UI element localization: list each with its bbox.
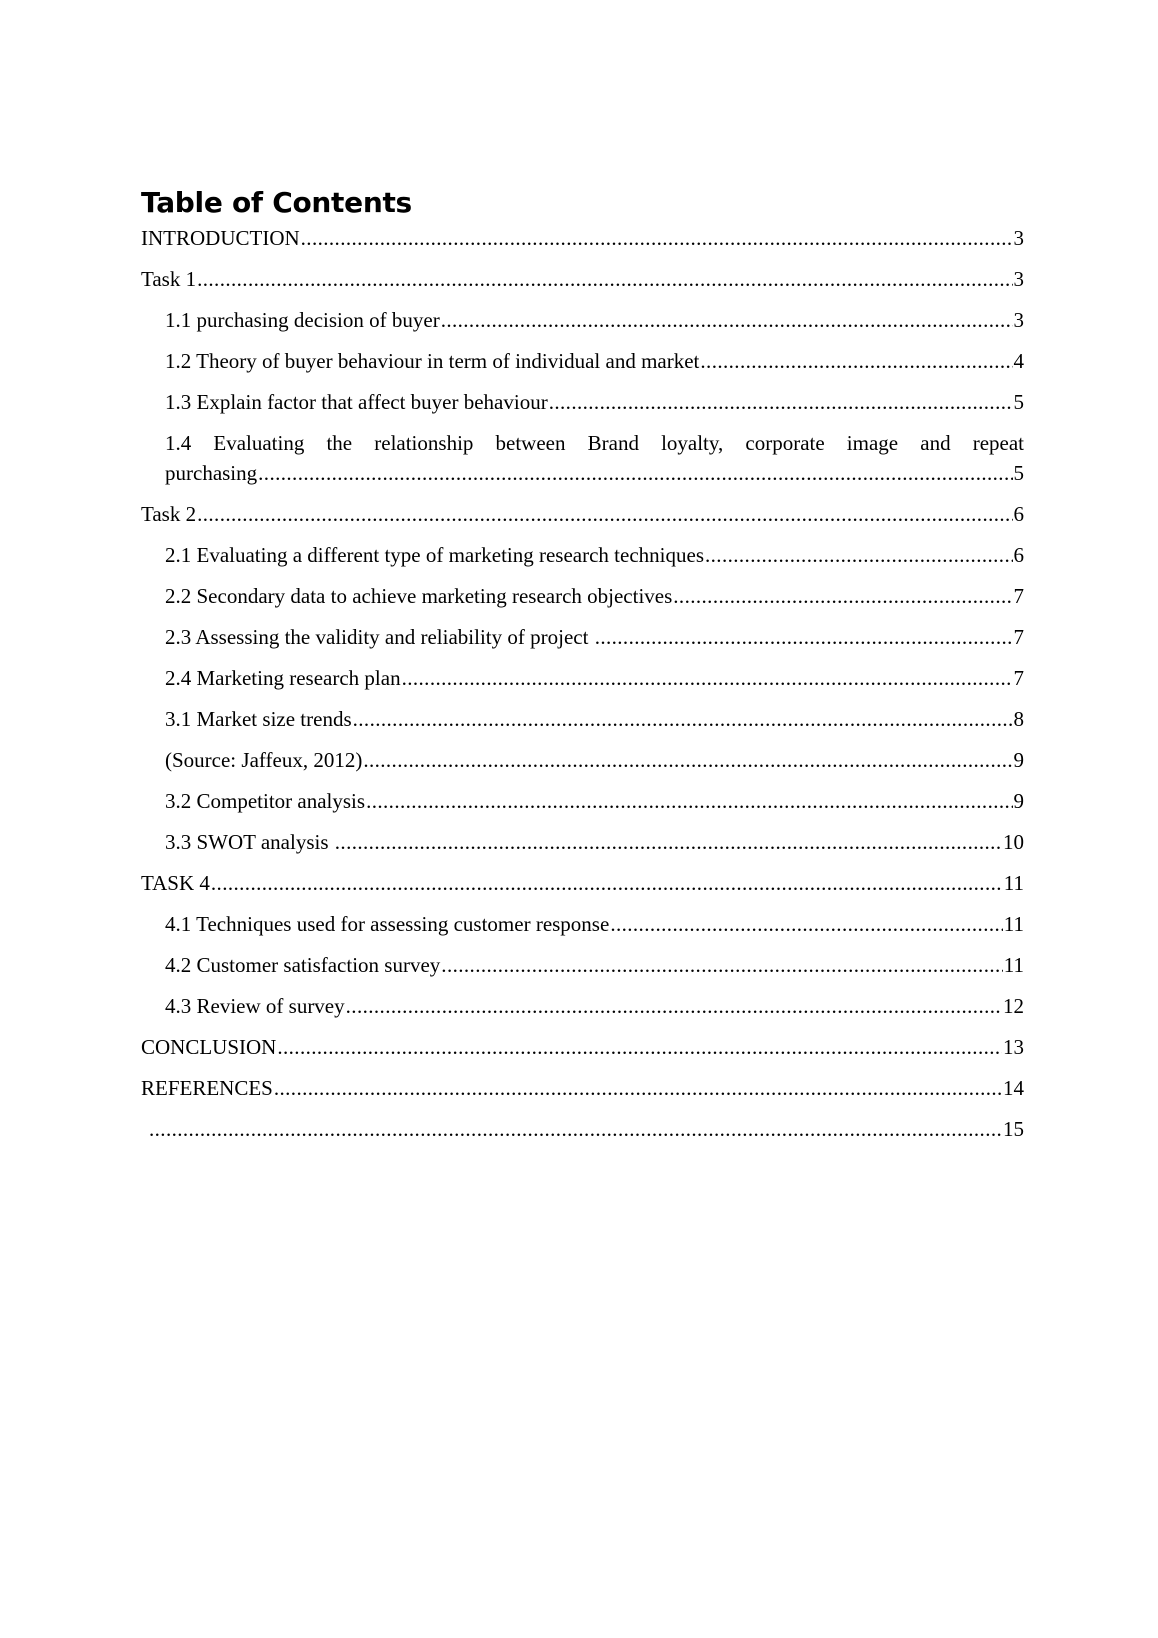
toc-entry-4-3[interactable] <box>141 991 1024 1021</box>
toc-entry-text: 1.2 Theory of buyer behaviour in term of individual and market <box>165 349 700 373</box>
toc-entry-1-1[interactable] <box>141 305 1024 335</box>
toc-entry-text: 1.1 purchasing decision of buyer <box>165 308 440 332</box>
toc-entry-4-1[interactable] <box>141 909 1024 939</box>
toc-entry-text: TASK 4 <box>141 871 210 895</box>
toc-entry-text: 4.2 Customer satisfaction survey <box>165 953 441 977</box>
dot-leader <box>149 1114 1002 1144</box>
toc-entry-text: 3.3 SWOT analysis <box>165 830 334 854</box>
toc-entry-source[interactable] <box>141 745 1024 775</box>
dot-leader <box>335 827 1002 857</box>
dot-leader <box>673 581 1012 611</box>
dot-leader <box>595 622 1013 652</box>
dot-leader <box>346 991 1002 1021</box>
toc-entry-page: 3 <box>1013 226 1024 250</box>
toc-entry-text: 2.4 Marketing research plan <box>165 666 401 690</box>
toc-entry-1-3[interactable] <box>141 387 1024 417</box>
toc-entry-page: 12 <box>1003 994 1024 1018</box>
toc-entry-text: 4.3 Review of survey <box>165 994 345 1018</box>
toc-entry-introduction[interactable] <box>141 223 1024 253</box>
toc-entry-2-1[interactable] <box>141 540 1024 570</box>
toc-entry-3-3[interactable] <box>141 827 1024 857</box>
dot-leader <box>402 663 1013 693</box>
toc-entry-page: 8 <box>1013 707 1024 731</box>
toc-title: Table of Contents <box>141 186 412 219</box>
dot-leader <box>197 499 1012 529</box>
toc-entry-text: REFERENCES <box>141 1076 273 1100</box>
toc-entry-page: 7 <box>1013 584 1024 608</box>
toc-entry-4-2[interactable] <box>141 950 1024 980</box>
toc-entry-page: 6 <box>1013 502 1024 526</box>
toc-entry-text: CONCLUSION <box>141 1035 277 1059</box>
toc-entry-2-2[interactable] <box>141 581 1024 611</box>
toc-entry-text-line2: purchasing <box>165 461 258 485</box>
toc-entry-page: 9 <box>1013 789 1024 813</box>
toc-entry-page: 4 <box>1013 349 1024 373</box>
toc-entry-text: 2.1 Evaluating a different type of marketing research techniques <box>165 543 704 567</box>
toc-entry-task-4[interactable] <box>141 868 1024 898</box>
toc-entry-text: (Source: Jaffeux, 2012) <box>165 748 363 772</box>
toc-entry-text: 3.2 Competitor analysis <box>165 789 366 813</box>
toc-entry-references[interactable] <box>141 1073 1024 1103</box>
toc-entry-task-2[interactable] <box>141 499 1024 529</box>
toc-entry-page: 5 <box>1013 390 1024 414</box>
dot-leader <box>700 346 1012 376</box>
toc-entry-conclusion[interactable] <box>141 1032 1024 1062</box>
toc-entry-page: 13 <box>1003 1035 1024 1059</box>
toc-entry-1-2[interactable] <box>141 346 1024 376</box>
toc-entry-page: 7 <box>1013 666 1024 690</box>
toc-entry-untitled[interactable] <box>141 1114 1024 1144</box>
toc-entry-text: Task 1 <box>141 267 197 291</box>
toc-entry-page: 3 <box>1013 267 1024 291</box>
dot-leader <box>441 950 1002 980</box>
toc-entry-page: 15 <box>1003 1117 1024 1141</box>
dot-leader <box>197 264 1012 294</box>
table-of-contents <box>141 185 1024 1155</box>
dot-leader <box>366 786 1012 816</box>
toc-entry-text: 1.3 Explain factor that affect buyer behaviour <box>165 390 548 414</box>
toc-entry-3-2[interactable] <box>141 786 1024 816</box>
dot-leader <box>277 1032 1002 1062</box>
toc-entry-text: INTRODUCTION <box>141 226 300 250</box>
toc-entry-text-line1: 1.4 Evaluating the relationship between Brand loyalty, corporate image and repeat <box>165 431 1024 455</box>
toc-entry-2-4[interactable] <box>141 663 1024 693</box>
toc-entry-page: 11 <box>1003 953 1024 977</box>
toc-entry-3-1[interactable] <box>141 704 1024 734</box>
dot-leader <box>441 305 1013 335</box>
toc-entry-text: 4.1 Techniques used for assessing customer response <box>165 912 610 936</box>
dot-leader <box>363 745 1012 775</box>
toc-entry-page: 6 <box>1013 543 1024 567</box>
dot-leader <box>211 868 1003 898</box>
toc-entry-task-1[interactable] <box>141 264 1024 294</box>
dot-leader <box>353 704 1013 734</box>
toc-entry-page: 11 <box>1003 912 1024 936</box>
toc-entry-page: 11 <box>1003 871 1024 895</box>
dot-leader <box>610 909 1002 939</box>
toc-entry-2-3[interactable] <box>141 622 1024 652</box>
toc-entry-page: 7 <box>1013 625 1024 649</box>
toc-entry-1-4[interactable] <box>141 428 1024 488</box>
toc-entry-text: 2.2 Secondary data to achieve marketing research objectives <box>165 584 673 608</box>
toc-entry-page: 9 <box>1013 748 1024 772</box>
dot-leader <box>301 223 1013 253</box>
dot-leader <box>705 540 1013 570</box>
toc-entry-page: 14 <box>1003 1076 1024 1100</box>
toc-entry-page: 10 <box>1003 830 1024 854</box>
dot-leader <box>549 387 1013 417</box>
toc-entry-text: Task 2 <box>141 502 197 526</box>
toc-entry-text: 3.1 Market size trends <box>165 707 352 731</box>
toc-entry-page: 3 <box>1013 308 1024 332</box>
toc-entry-page: 5 <box>1013 461 1024 485</box>
dot-leader <box>258 458 1012 488</box>
toc-entry-text: 2.3 Assessing the validity and reliability of project <box>165 625 594 649</box>
dot-leader <box>274 1073 1002 1103</box>
toc-entry-line2 <box>165 458 1024 488</box>
